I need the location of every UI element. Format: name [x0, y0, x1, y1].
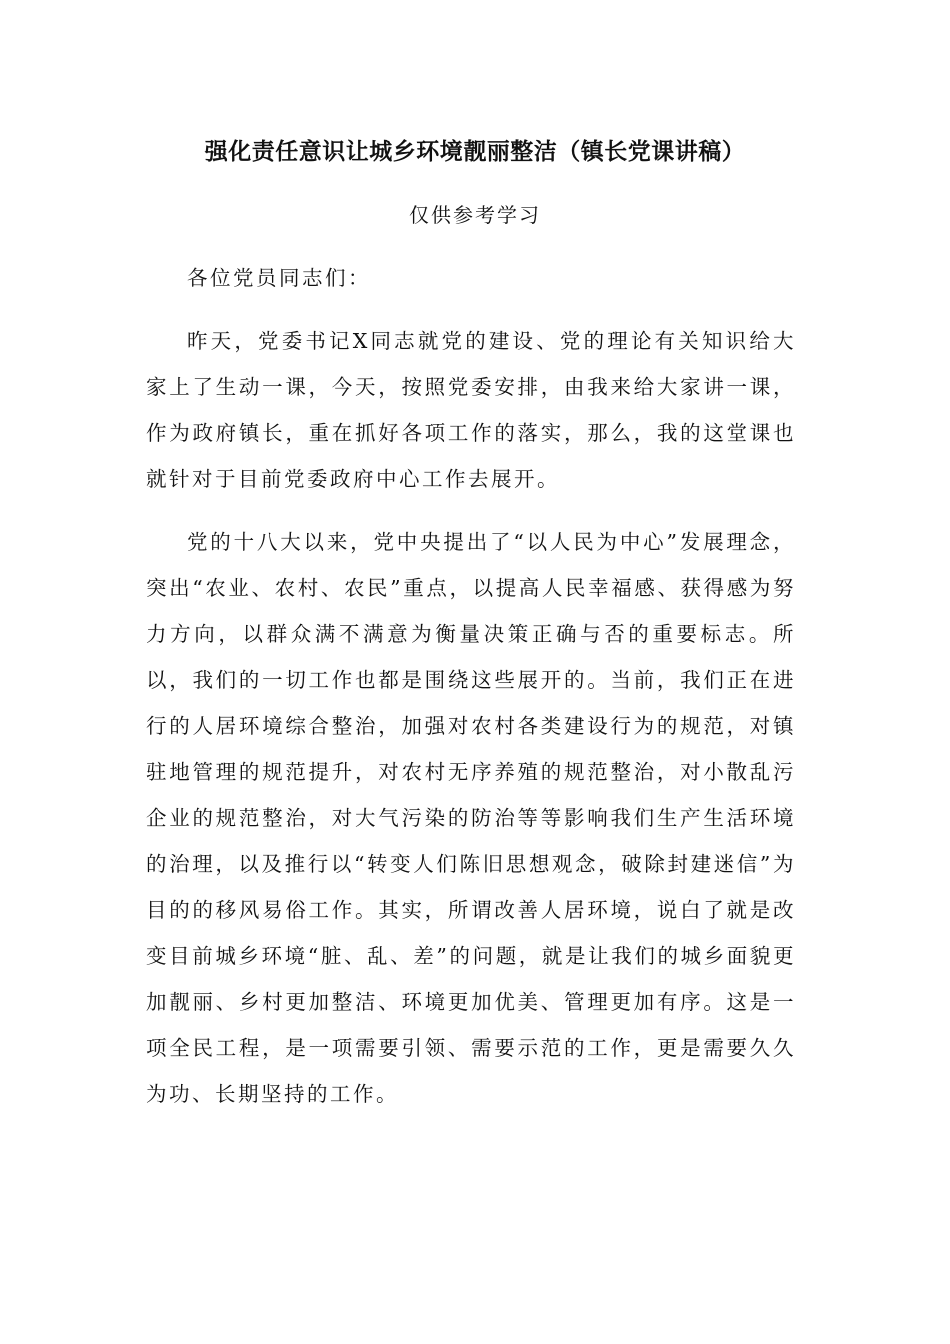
paragraph-intro: 昨天，党委书记X同志就党的建设、党的理论有关知识给大家上了生动一课，今天，按照党委安排，由我来给大家讲一课，作为政府镇长，重在抓好各项工作的落实，那么，我的这堂课也就针对于目前党委政府中心工作去展开。: [146, 329, 796, 491]
paragraph-greeting: 各位党员同志们：: [187, 266, 371, 290]
document-subtitle: 仅供参考学习: [409, 203, 541, 227]
document-body: [146, 255, 796, 1134]
document-title: 强化责任意识让城乡环境靓丽整洁（镇长党课讲稿）: [204, 139, 746, 165]
paragraph-main: 党的十八大以来，党中央提出了“以人民为中心”发展理念，突出“农业、农村、农民”重点，以提高人民幸福感、获得感为努力方向，以群众满不满意为衡量决策正确与否的重要标志。所以，我们的一切工作也都是围绕这些展开的。当前，我们正在进行的人居环境综合整治，加强对农村各类建设行为的规范，对镇驻地管理的规范提升，对农村无序养殖的规范整治，对小散乱污企业的规范整治，对大气污染的防治等等影响我们生产生活环境的治理，以及推行以“转变人们陈旧思想观念，破除封建迷信”为目的的移风易俗工作。其实，所谓改善人居环境，说白了就是改变目前城乡环境“脏、乱、差”的问题，就是让我们的城乡面貌更加靓丽、乡村更加整洁、环境更加优美、管理更加有序。这是一项全民工程，是一项需要引领、需要示范的工作，更是需要久久为功、长期坚持的工作。: [146, 530, 796, 1106]
